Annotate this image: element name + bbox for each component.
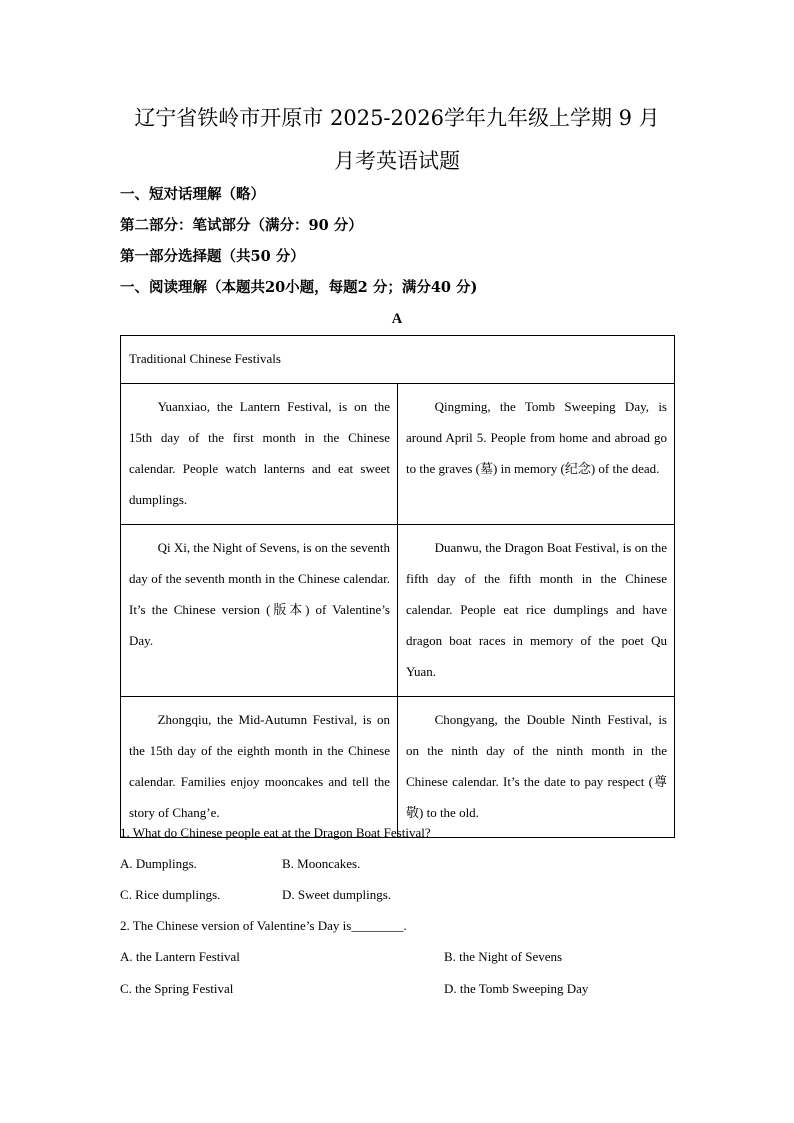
section-heading-written-part: 第二部分：笔试部分（满分：90 分） [120, 217, 363, 234]
cell-text: Qi Xi, the Night of Sevens, is on the seventh day of the seventh month in the Chinese calendar. It’s the Chinese version (版本) of Valentine’s Day. [129, 540, 390, 648]
section-heading-short-dialogue: 一、短对话理解（略） [120, 186, 265, 203]
section-heading-reading: 一、阅读理解（本题共20小题，每题2 分；满分40 分) [120, 279, 478, 296]
table-cell-night-of-sevens [121, 525, 398, 697]
question-1-option-b[interactable]: B. Mooncakes. [282, 856, 361, 871]
table-title: Traditional Chinese Festivals [121, 336, 675, 384]
section-heading-multiple-choice: 第一部分选择题（共50 分） [120, 248, 305, 265]
question-2-options-row2 [120, 980, 589, 998]
cell-text: Yuanxiao, the Lantern Festival, is on the 15th day of the first month in the Chinese calendar. People watch lanterns and eat sweet dumplings. [129, 399, 390, 507]
question-1-stem: 1. What do Chinese people eat at the Dragon Boat Festival? [120, 825, 431, 840]
question-2-option-a[interactable]: A. the Lantern Festival [120, 949, 240, 964]
table-cell-double-ninth-festival [398, 697, 675, 838]
question-2-option-b[interactable]: B. the Night of Sevens [444, 949, 563, 964]
exam-title-line1: 辽宁省铁岭市开原市 2025-2026学年九年级上学期 9 月 [134, 106, 660, 130]
cell-text: Qingming, the Tomb Sweeping Day, is around April 5. People from home and abroad go to the graves (墓) in memory (纪念) of the dead. [406, 399, 667, 476]
table-cell-lantern-festival [121, 384, 398, 525]
cell-text: Chongyang, the Double Ninth Festival, is on the ninth day of the ninth month in the Chinese calendar. It’s the date to pay respect (尊敬) to the old. [406, 712, 667, 820]
cell-text: Zhongqiu, the Mid-Autumn Festival, is on the 15th day of the eighth month in the Chinese calendar. Families enjoy mooncakes and tell the story of Chang’e. [129, 712, 390, 820]
festivals-table [120, 335, 675, 838]
question-1-options-row2 [120, 886, 392, 904]
question-2-stem: 2. The Chinese version of Valentine’s Day is________. [120, 918, 407, 933]
table-cell-tomb-sweeping-day [398, 384, 675, 525]
passage-label: A [391, 311, 403, 327]
exam-title-line2: 月考英语试题 [334, 149, 460, 173]
question-2-option-d[interactable]: D. the Tomb Sweeping Day [444, 981, 589, 996]
table-cell-dragon-boat-festival [398, 525, 675, 697]
question-1-options-row1 [120, 855, 361, 873]
question-1-option-d[interactable]: D. Sweet dumplings. [282, 887, 392, 902]
question-2-options-row1 [120, 948, 563, 966]
question-1-option-c[interactable]: C. Rice dumplings. [120, 887, 221, 902]
question-1-option-a[interactable]: A. Dumplings. [120, 856, 197, 871]
question-2-option-c[interactable]: C. the Spring Festival [120, 981, 234, 996]
table-cell-mid-autumn-festival [121, 697, 398, 838]
cell-text: Duanwu, the Dragon Boat Festival, is on the fifth day of the fifth month in the Chinese calendar. People eat rice dumplings and have dragon boat races in memory of the poet Qu Yuan. [406, 540, 667, 679]
